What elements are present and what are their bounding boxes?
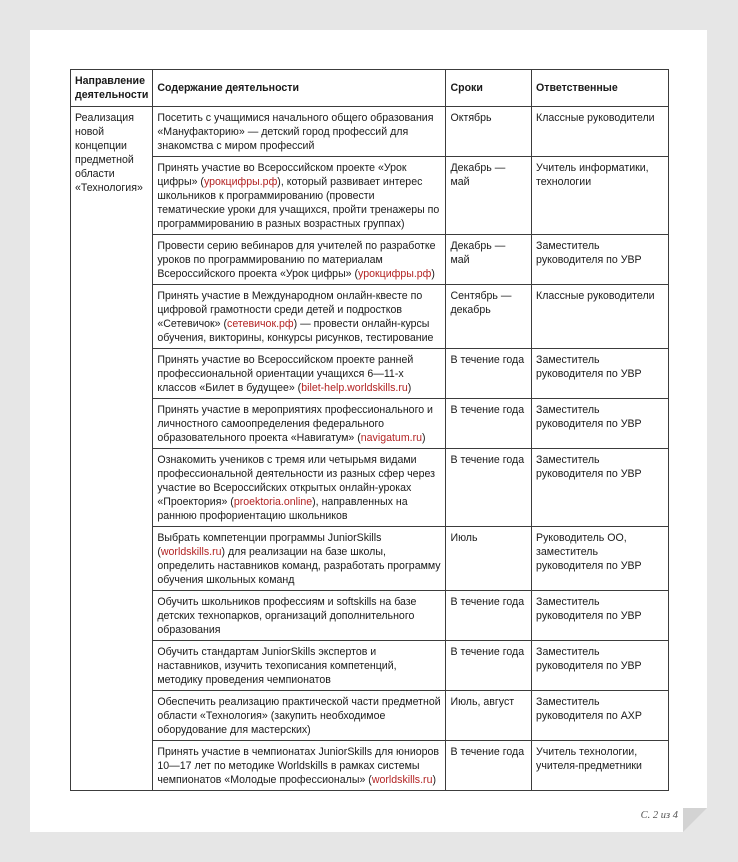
content-text: ) [407, 382, 412, 394]
website-link[interactable]: bilet-help.worldskills.ru [301, 382, 408, 394]
content-cell [153, 235, 446, 285]
responsible-cell: Заместитель руководителя по УВР [532, 235, 669, 285]
term-cell: Июль, август [446, 691, 532, 741]
content-text: Обеспечить реализацию практической части предметной области «Технология» (закупить необходимое оборудование для мастерских) [157, 696, 441, 736]
content-text: Обучить стандартам JuniorSkills экспертов и наставников, изучить техописания компетенций, методику проведения чемпионатов [157, 646, 397, 686]
table-row [71, 641, 669, 691]
content-cell [153, 157, 446, 235]
content-cell [153, 449, 446, 527]
header-content: Содержание деятельности [153, 70, 446, 107]
website-link[interactable]: navigatum.ru [360, 432, 423, 444]
term-cell: Декабрь — май [446, 235, 532, 285]
page-number: С. 2 из 4 [640, 810, 678, 821]
content-text: ) [432, 774, 436, 786]
content-text: ) [431, 268, 435, 280]
content-text: ) для реализации на базе школы, определить наставников команд, разработать программу обучения школьных команд [157, 546, 441, 586]
page-corner-fold [683, 808, 707, 832]
responsible-cell: Заместитель руководителя по АХР [532, 691, 669, 741]
responsible-cell: Заместитель руководителя по УВР [532, 449, 669, 527]
responsible-cell: Заместитель руководителя по УВР [532, 399, 669, 449]
responsible-cell: Учитель технологии, учителя-предметники [532, 741, 669, 791]
table-row [71, 591, 669, 641]
website-link[interactable]: урокцифры.рф [358, 268, 432, 280]
direction-cell: Реализация новой концепции предметной области «Технология» [71, 107, 153, 791]
header-responsible: Ответственные [532, 70, 669, 107]
content-text: Принять участие в Международном онлайн-квесте по цифровой грамотности среди детей и подростков «Сетевичок» ( [157, 290, 423, 330]
content-text: Выбрать компетенции программы JuniorSkills ( [157, 532, 382, 558]
content-text: Ознакомить учеников с тремя или четырьмя видами профессиональной деятельности из разных сфер через участие во Всероссийских открытых онлайн-уроках «Проектория» ( [157, 454, 435, 508]
header-terms: Сроки [446, 70, 532, 107]
term-cell: В течение года [446, 449, 532, 527]
responsible-cell: Классные руководители [532, 285, 669, 349]
content-text: Принять участие во Всероссийском проекте «Урок цифры» ( [157, 162, 407, 188]
term-cell: В течение года [446, 591, 532, 641]
table-row [71, 349, 669, 399]
content-text: Принять участие во Всероссийском проекте ранней профессиональной ориентации учащихся 6—11-х классов «Билет в будущее» ( [157, 354, 414, 394]
responsible-cell: Заместитель руководителя по УВР [532, 641, 669, 691]
content-cell [153, 399, 446, 449]
content-text: ), направленных на раннюю профориентацию школьников [157, 496, 408, 522]
content-cell [153, 107, 446, 157]
term-cell: Декабрь — май [446, 157, 532, 235]
table-row [71, 285, 669, 349]
website-link[interactable]: сетевичок.рф [227, 318, 294, 330]
content-cell [153, 641, 446, 691]
website-link[interactable]: worldskills.ru [371, 774, 433, 786]
term-cell: Сентябрь — декабрь [446, 285, 532, 349]
table-row [71, 527, 669, 591]
term-cell: В течение года [446, 349, 532, 399]
term-cell: Октябрь [446, 107, 532, 157]
content-text: ), который развивает интерес школьников к программированию (провести тематические уроки для учащихся, пройти тренажеры по программированию в разных возрастных группах) [157, 176, 440, 230]
content-text: ) [422, 432, 426, 444]
term-cell: В течение года [446, 399, 532, 449]
responsible-cell: Учитель информатики, технологии [532, 157, 669, 235]
content-cell [153, 741, 446, 791]
content-text: Посетить с учащимися начального общего образования «Мануфакторию» — детский город профессий для знакомства с миром профессий [157, 112, 434, 152]
table-row [71, 449, 669, 527]
term-cell: Июль [446, 527, 532, 591]
table-row [71, 399, 669, 449]
term-cell: В течение года [446, 741, 532, 791]
content-text: ) — провести онлайн-курсы обучения, викторины, конкурсы рисунков, тестирование [157, 318, 434, 344]
responsible-cell: Классные руководители [532, 107, 669, 157]
responsible-cell: Заместитель руководителя по УВР [532, 591, 669, 641]
table-row [71, 741, 669, 791]
content-cell [153, 591, 446, 641]
website-link[interactable]: proektoria.online [233, 496, 313, 508]
responsible-cell: Заместитель руководителя по УВР [532, 349, 669, 399]
content-text: Провести серию вебинаров для учителей по разработке уроков по программированию по материалам Всероссийского проекта «Урок цифры» ( [157, 240, 436, 280]
content-cell [153, 527, 446, 591]
table-header-row [71, 70, 669, 107]
content-text: Принять участие в чемпионатах JuniorSkills для юниоров 10—17 лет по методике Worldskills в рамках системы чемпионатов «Молодые профессионалы» ( [157, 746, 440, 786]
website-link[interactable]: урокцифры.рф [203, 176, 278, 188]
content-text: Принять участие в мероприятиях профессионального и личностного самоопределения федерального образовательного проекта «Навигатум» ( [157, 404, 433, 444]
content-cell [153, 285, 446, 349]
table-row [71, 691, 669, 741]
content-text: Обучить школьников профессиям и softskills на базе детских технопарков, организаций дополнительного образования [157, 596, 417, 636]
responsible-cell: Руководитель ОО, заместитель руководителя по УВР [532, 527, 669, 591]
content-cell [153, 691, 446, 741]
website-link[interactable]: worldskills.ru [160, 546, 222, 558]
table-row [71, 235, 669, 285]
table-row [71, 107, 669, 157]
content-cell [153, 349, 446, 399]
document-page [30, 30, 707, 832]
header-direction: Направление деятельности [71, 70, 153, 107]
activity-table [70, 69, 669, 791]
term-cell: В течение года [446, 641, 532, 691]
table-row [71, 157, 669, 235]
